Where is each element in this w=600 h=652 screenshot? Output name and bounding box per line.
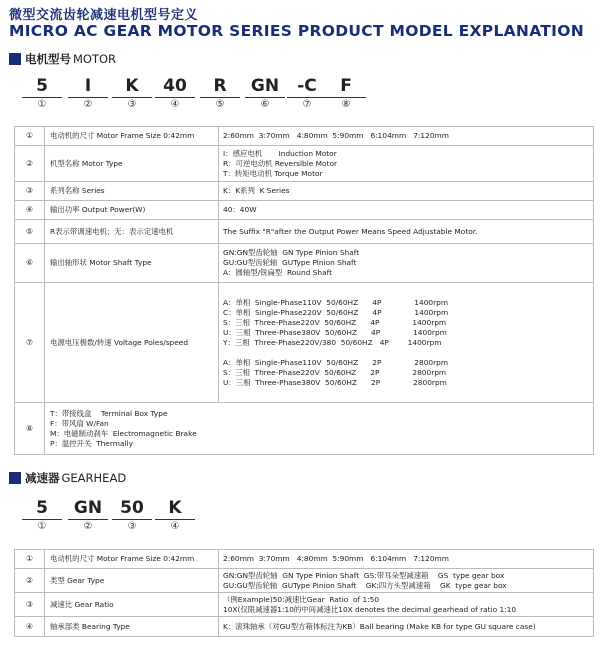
table-row xyxy=(15,550,594,569)
code-segment xyxy=(245,76,285,110)
code-letter: GN xyxy=(245,76,285,98)
row-number: ③ xyxy=(15,182,45,201)
motor-spec-table xyxy=(14,126,594,455)
code-segment xyxy=(112,76,152,110)
motor-section-header xyxy=(9,51,116,67)
value-line: F：带风扇 W/Fan xyxy=(50,418,109,428)
row-label: 轴承部类 Bearing Type xyxy=(45,617,219,637)
value-line: T：带接线盒 Terminal Box Type xyxy=(50,408,168,418)
value-line: GU:GU型齿轮轴 GUType Pinion Shaft GK:四方头型减速箱 GK type gear box xyxy=(223,580,507,590)
section-title-cn: 电机型号 xyxy=(25,52,71,66)
value-line: P：温控开关 Thermally xyxy=(50,438,133,448)
section-title-cn: 减速器 xyxy=(25,471,60,485)
code-number: ④ xyxy=(170,99,180,110)
page-title-cn: 微型交流齿轮减速电机型号定义 xyxy=(9,8,199,23)
row-label: 类型 Gear Type xyxy=(45,569,219,593)
value-line xyxy=(223,348,590,358)
row-value xyxy=(219,182,594,201)
code-letter: I xyxy=(68,76,108,98)
code-segment xyxy=(155,498,195,532)
table-row xyxy=(15,403,594,455)
value-line: 40：40W xyxy=(223,205,257,214)
row-number: ③ xyxy=(15,593,45,617)
code-segment xyxy=(68,76,108,110)
table-row xyxy=(15,569,594,593)
code-segment xyxy=(155,76,195,110)
table-row xyxy=(15,244,594,283)
code-letter: R xyxy=(200,76,240,98)
code-letter: K xyxy=(155,498,195,520)
code-segment xyxy=(200,76,240,110)
row-label: 电动机的尺寸 Motor Frame Size 0:42mm xyxy=(45,550,219,569)
row-number: ② xyxy=(15,146,45,182)
row-number: ① xyxy=(15,550,45,569)
row-value xyxy=(219,146,594,182)
code-letter: 40 xyxy=(155,76,195,98)
code-number: ② xyxy=(83,521,93,532)
value-line: C：单相 Single-Phase220V 50/60HZ 4P 1400rpm xyxy=(223,307,449,317)
table-row xyxy=(15,182,594,201)
code-number: ⑧ xyxy=(341,99,351,110)
row-label: 机型名称 Motor Type xyxy=(45,146,219,182)
code-letter: 5 xyxy=(22,76,62,98)
code-letter: 5 xyxy=(22,498,62,520)
table-row xyxy=(15,220,594,244)
value-line: The Suffix "R"after the Output Power Means Speed Adjustable Motor. xyxy=(223,226,478,236)
code-number: ② xyxy=(83,99,93,110)
code-number: ③ xyxy=(127,521,137,532)
value-line: 2:60mm 3:70mm 4:80mm 5:90mm 6:104mm 7:120mm xyxy=(223,131,449,140)
section-title-en: MOTOR xyxy=(73,52,117,66)
code-number: ⑥ xyxy=(260,99,270,110)
code-segment xyxy=(112,498,152,532)
row-label: 减速比 Gear Ratio xyxy=(45,593,219,617)
row-label: 输出功率 Output Power(W) xyxy=(45,201,219,220)
value-line: U：三相 Three-Phase380V 50/60HZ 4P 1400rpm xyxy=(223,327,447,337)
table-row xyxy=(15,593,594,617)
code-segment xyxy=(287,76,327,110)
gear-section-header xyxy=(9,470,126,486)
value-line: Y：三相 Three-Phase220V/380 50/60HZ 4P 1400rpm xyxy=(223,337,442,347)
code-letter: -C xyxy=(287,76,327,98)
row-value xyxy=(219,244,594,283)
row-value xyxy=(219,617,594,637)
row-value xyxy=(219,220,594,244)
row-value xyxy=(219,127,594,146)
table-row xyxy=(15,127,594,146)
value-line: K：滚珠轴承（对GU型方箱体标注为KB）Ball bearing (Make KB for type GU square case) xyxy=(223,621,536,631)
value-line: GN:GN型齿轮轴 GN Type Pinion Shaft xyxy=(223,248,360,257)
code-number: ③ xyxy=(127,99,137,110)
row-number: ⑥ xyxy=(15,244,45,283)
value-line: （例Example)50:减速比Gear Ratio of 1:50 xyxy=(223,594,380,604)
code-segment xyxy=(68,498,108,532)
section-square-icon xyxy=(9,472,21,484)
row-value xyxy=(219,201,594,220)
row-label: 电源电压极数/转速 Voltage Poles/speed xyxy=(45,283,219,403)
row-value xyxy=(219,283,594,403)
gear-spec-table xyxy=(14,549,594,637)
code-number: ⑦ xyxy=(302,99,312,110)
table-row xyxy=(15,283,594,403)
row-number: ④ xyxy=(15,201,45,220)
table-row xyxy=(15,146,594,182)
row-number: ① xyxy=(15,127,45,146)
value-line: GU:GU型齿轮轴 GUType Pinion Shaft xyxy=(223,258,357,267)
row-value xyxy=(219,593,594,617)
table-row xyxy=(15,201,594,220)
value-line: 10X(仅限减速器1:10的中间减速比10X denotes the decimal gearhead of ratio 1:10 xyxy=(223,604,517,614)
code-number: ⑤ xyxy=(215,99,225,110)
row-number: ⑦ xyxy=(15,283,45,403)
table-row xyxy=(15,617,594,637)
row-label: 电动机的尺寸 Motor Frame Size 0:42mm xyxy=(45,127,219,146)
value-line: A：圆轴型/铣扁型 Round Shaft xyxy=(223,268,332,277)
code-letter: F xyxy=(326,76,366,98)
code-letter: GN xyxy=(68,498,108,520)
value-line: R：可逆电动机 Reverslble Motor xyxy=(223,158,338,168)
value-line: T：转矩电动机 Torque Motor xyxy=(223,168,323,178)
code-number: ① xyxy=(37,99,47,110)
value-line: 2:60mm 3:70mm 4:80mm 5:90mm 6:104mm 7:120mm xyxy=(223,554,449,563)
value-line: A：单相 Single-Phase110V 50/60HZ 2P 2800rpm xyxy=(223,357,449,367)
code-letter: K xyxy=(112,76,152,98)
code-number: ④ xyxy=(170,521,180,532)
row-value xyxy=(45,403,594,455)
section-square-icon xyxy=(9,53,21,65)
row-value xyxy=(219,569,594,593)
value-line: U：三相 Three-Phase380V 50/60HZ 2P 2800rpm xyxy=(223,377,447,387)
row-number: ④ xyxy=(15,617,45,637)
row-label: 输出轴形状 Motor Shaft Type xyxy=(45,244,219,283)
code-segment xyxy=(22,76,62,110)
value-line: K：K系列 K Series xyxy=(223,186,290,195)
row-number: ⑧ xyxy=(15,403,45,455)
value-line: M：电磁制动刹车 Electromagnetic Brake xyxy=(50,428,197,438)
code-segment xyxy=(326,76,366,110)
row-value xyxy=(219,550,594,569)
value-line: I：感应电机 Induction Motor xyxy=(223,148,337,158)
row-number: ⑤ xyxy=(15,220,45,244)
value-line: GN:GN型齿轮轴 GN Type Pinion Shaft GS:带耳朵型减速箱 GS type gear box xyxy=(223,570,505,580)
page-title-en: MICRO AC GEAR MOTOR SERIES PRODUCT MODEL EXPLANATION xyxy=(9,22,584,40)
section-title-en: GEARHEAD xyxy=(61,471,127,485)
row-label: R表示带调速电机；无：表示定速电机 xyxy=(45,220,219,244)
value-line: A：单相 Single-Phase110V 50/60HZ 4P 1400rpm xyxy=(223,297,449,307)
row-label: 系列名称 Series xyxy=(45,182,219,201)
code-number: ① xyxy=(37,521,47,532)
code-segment xyxy=(22,498,62,532)
value-line: S：三相 Three-Phase220V 50/60HZ 2P 2800rpm xyxy=(223,367,447,377)
value-line: S：三相 Three-Phase220V 50/60HZ 4P 1400rpm xyxy=(223,317,447,327)
row-number: ② xyxy=(15,569,45,593)
code-letter: 50 xyxy=(112,498,152,520)
